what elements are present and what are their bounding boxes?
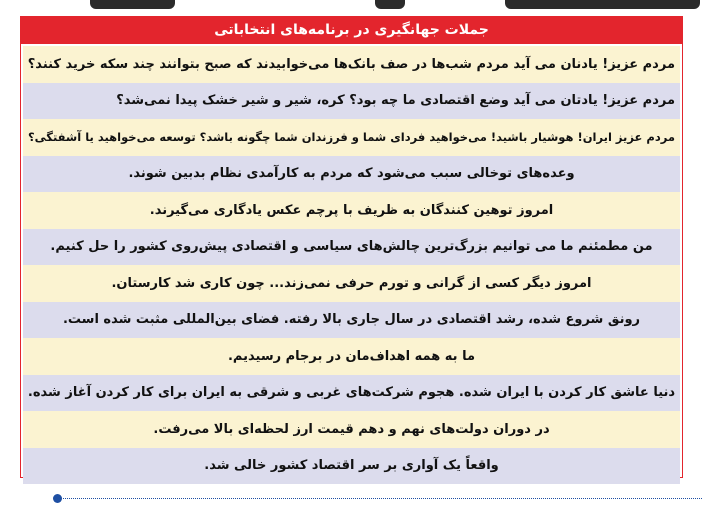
quotes-table xyxy=(20,16,683,478)
quote-row: در دوران دولت‌های نهم و دهم قیمت ارز لحظه‌ای بالا می‌رفت. xyxy=(23,411,680,448)
quote-row: امروز دیگر کسی از گرانی و تورم حرفی نمی‌زند... چون کاری شد کارستان. xyxy=(23,265,680,302)
photo-strip xyxy=(0,0,702,16)
quote-row: مردم عزیز ایران! هوشیار باشید! می‌خواهید فردای شما و فرزندان شما چگونه باشد؟ توسعه می‌خواهید یا آشفتگی؟ xyxy=(23,119,680,156)
photo-fragment xyxy=(505,0,700,9)
quote-row: رونق شروع شده، رشد اقتصادی در سال جاری بالا رفته. فضای بین‌المللی مثبت شده است. xyxy=(23,302,680,339)
photo-fragment xyxy=(375,0,405,9)
quote-row: ما به همه اهداف‌مان در برجام رسیدیم. xyxy=(23,338,680,375)
quote-row: مردم عزیز! یادنان می آید مردم شب‌ها در صف بانک‌ها می‌خوابیدند که صبح بتوانند چند سکه خرید کنند؟ xyxy=(23,46,680,83)
photo-fragment xyxy=(90,0,175,9)
quote-row: امروز توهین کنندگان به ظریف با پرچم عکس یادگاری می‌گیرند. xyxy=(23,192,680,229)
table-title: جملات جهانگیری در برنامه‌های انتخاباتی xyxy=(21,16,682,44)
quote-row: وعده‌های توخالی سبب می‌شود که مردم به کارآمدی نظام بدبین شوند. xyxy=(23,156,680,193)
footer-divider xyxy=(58,498,702,499)
quote-row: مردم عزیز! یادتان می آید وضع اقتصادی ما چه بود؟ کره، شیر و شیر خشک پیدا نمی‌شد؟ xyxy=(23,83,680,120)
quote-row: واقعاً یک آواری بر سر اقتصاد کشور خالی شد. xyxy=(23,448,680,485)
quote-row: من مطمئنم ما می توانیم بزرگ‌ترین چالش‌های سیاسی و اقتصادی پیش‌روی کشور را حل کنیم. xyxy=(23,229,680,266)
quotes-list xyxy=(21,46,682,484)
quote-row: دنیا عاشق کار کردن با ایران شده. هجوم شرکت‌های غربی و شرقی به ایران برای کار کردن آغاز شده. xyxy=(23,375,680,412)
